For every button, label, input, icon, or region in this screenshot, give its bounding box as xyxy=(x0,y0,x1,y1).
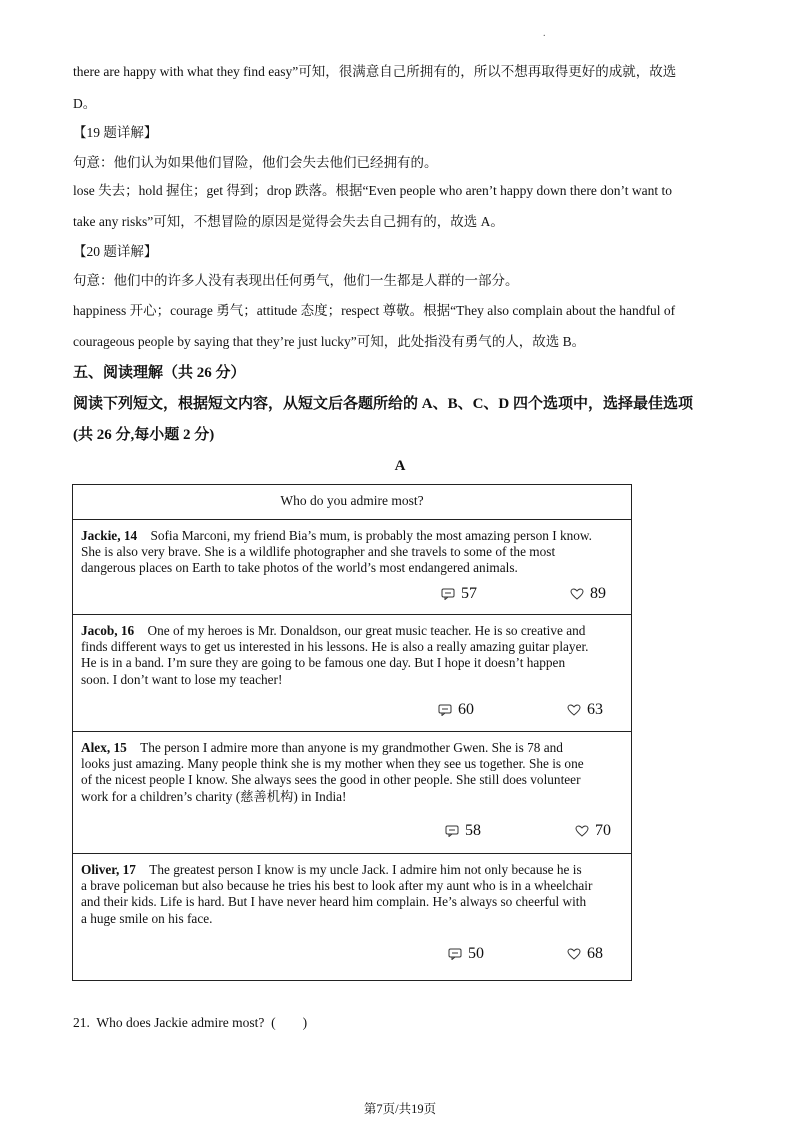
heart-icon xyxy=(567,704,581,716)
entry-name: Oliver, 17 xyxy=(81,862,136,877)
entry-text xyxy=(81,862,621,927)
paragraph-line-10: courageous people by saying that they’re just lucky”可知，此处指没有勇气的人，故选 B。 xyxy=(73,334,586,349)
paragraph-line-2: D。 xyxy=(73,96,97,111)
table-row xyxy=(73,732,631,854)
paragraph-line-1: there are happy with what they find easy”可知，很满意自己所拥有的，所以不想再取得更好的成就，故选 xyxy=(73,64,677,79)
like-count[interactable] xyxy=(570,585,606,603)
page-footer: 第7页/共19页 xyxy=(363,1102,437,1116)
like-count[interactable] xyxy=(567,701,603,719)
comment-icon xyxy=(438,704,452,716)
entry-text xyxy=(81,623,621,688)
instruction-line-2: (共 26 分,每小题 2 分) xyxy=(73,427,215,443)
paragraph-line-9: happiness 开心；courage 勇气；attitude 态度；respect 尊敬。根据“They also complain about the handful of xyxy=(73,303,676,318)
paragraph-line-5: lose 失去；hold 握住；get 得到；drop 跌落。根据“Even people who aren’t happy down there don’t want to xyxy=(73,183,673,198)
table-row xyxy=(73,520,631,615)
entry-text xyxy=(81,740,621,805)
heart-icon xyxy=(575,825,589,837)
comment-value: 58 xyxy=(465,822,481,839)
comment-icon xyxy=(441,588,455,600)
table-row xyxy=(73,615,631,732)
entry-body: The greatest person I know is my uncle Jack. I admire him not only because he is a brave policeman but also because he tries his best to look after my aunt who is in a wheelchair and their kids. Life is hard. But I have never heard him complain. He’s always so cheerful with a huge smile on his face. xyxy=(81,862,593,926)
paragraph-line-8: 句意：他们中的许多人没有表现出任何勇气，他们一生都是人群的一部分。 xyxy=(73,273,519,288)
comment-value: 57 xyxy=(461,585,477,602)
page-mark: . xyxy=(543,28,546,39)
section-title: 五、阅读理解（共 26 分） xyxy=(73,365,246,381)
entry-name: Jacob, 16 xyxy=(81,623,135,638)
comment-count[interactable] xyxy=(445,822,481,840)
question-21: 21. Who does Jackie admire most? ( ) xyxy=(73,1015,308,1030)
table-title: Who do you admire most? xyxy=(73,485,631,520)
heart-icon xyxy=(570,588,584,600)
like-value: 63 xyxy=(587,701,603,718)
comment-count[interactable] xyxy=(441,585,477,603)
comment-value: 60 xyxy=(458,701,474,718)
comment-count[interactable] xyxy=(438,701,474,719)
entry-name: Jackie, 14 xyxy=(81,528,138,543)
table-row xyxy=(73,854,631,981)
paragraph-line-4: 句意：他们认为如果他们冒险，他们会失去他们已经拥有的。 xyxy=(73,155,438,170)
entry-text xyxy=(81,528,621,577)
like-value: 70 xyxy=(595,822,611,839)
entry-body: Sofia Marconi, my friend Bia’s mum, is probably the most amazing person I know. She is also very brave. She is a wildlife photographer and she travels to some of the most dangerous places on Earth to take photos of the world’s most endangered animals. xyxy=(81,528,592,576)
entry-body: One of my heroes is Mr. Donaldson, our great music teacher. He is so creative and finds different ways to get us interested in his lessons. He is also a really amazing guitar player. He is in a band. I’m sure they are going to be famous one day. But I hope it doesn’t happen soon. I don’t want to lose my teacher! xyxy=(81,623,589,687)
comment-count[interactable] xyxy=(448,945,484,963)
q20-heading: 【20 题详解】 xyxy=(73,244,158,259)
admire-table xyxy=(72,484,632,981)
heart-icon xyxy=(567,948,581,960)
like-count[interactable] xyxy=(567,945,603,963)
passage-label: A xyxy=(394,458,406,474)
q19-heading: 【19 题详解】 xyxy=(73,125,158,140)
comment-icon xyxy=(445,825,459,837)
comment-icon xyxy=(448,948,462,960)
like-count[interactable] xyxy=(575,822,611,840)
comment-value: 50 xyxy=(468,945,484,962)
paragraph-line-6: take any risks”可知，不想冒险的原因是觉得会失去自己拥有的，故选 A。 xyxy=(73,214,504,229)
like-value: 89 xyxy=(590,585,606,602)
instruction-line-1: 阅读下列短文，根据短文内容，从短文后各题所给的 A、B、C、D 四个选项中，选择最佳选项 xyxy=(73,396,694,412)
like-value: 68 xyxy=(587,945,603,962)
entry-body: The person I admire more than anyone is my grandmother Gwen. She is 78 and looks just amazing. Many people think she is my mother when they see us together. She is one of the nicest people I know. She always sees the good in other people. She still does volunteer work for a children’s charity (慈善机构) in India! xyxy=(81,740,584,804)
entry-name: Alex, 15 xyxy=(81,740,127,755)
